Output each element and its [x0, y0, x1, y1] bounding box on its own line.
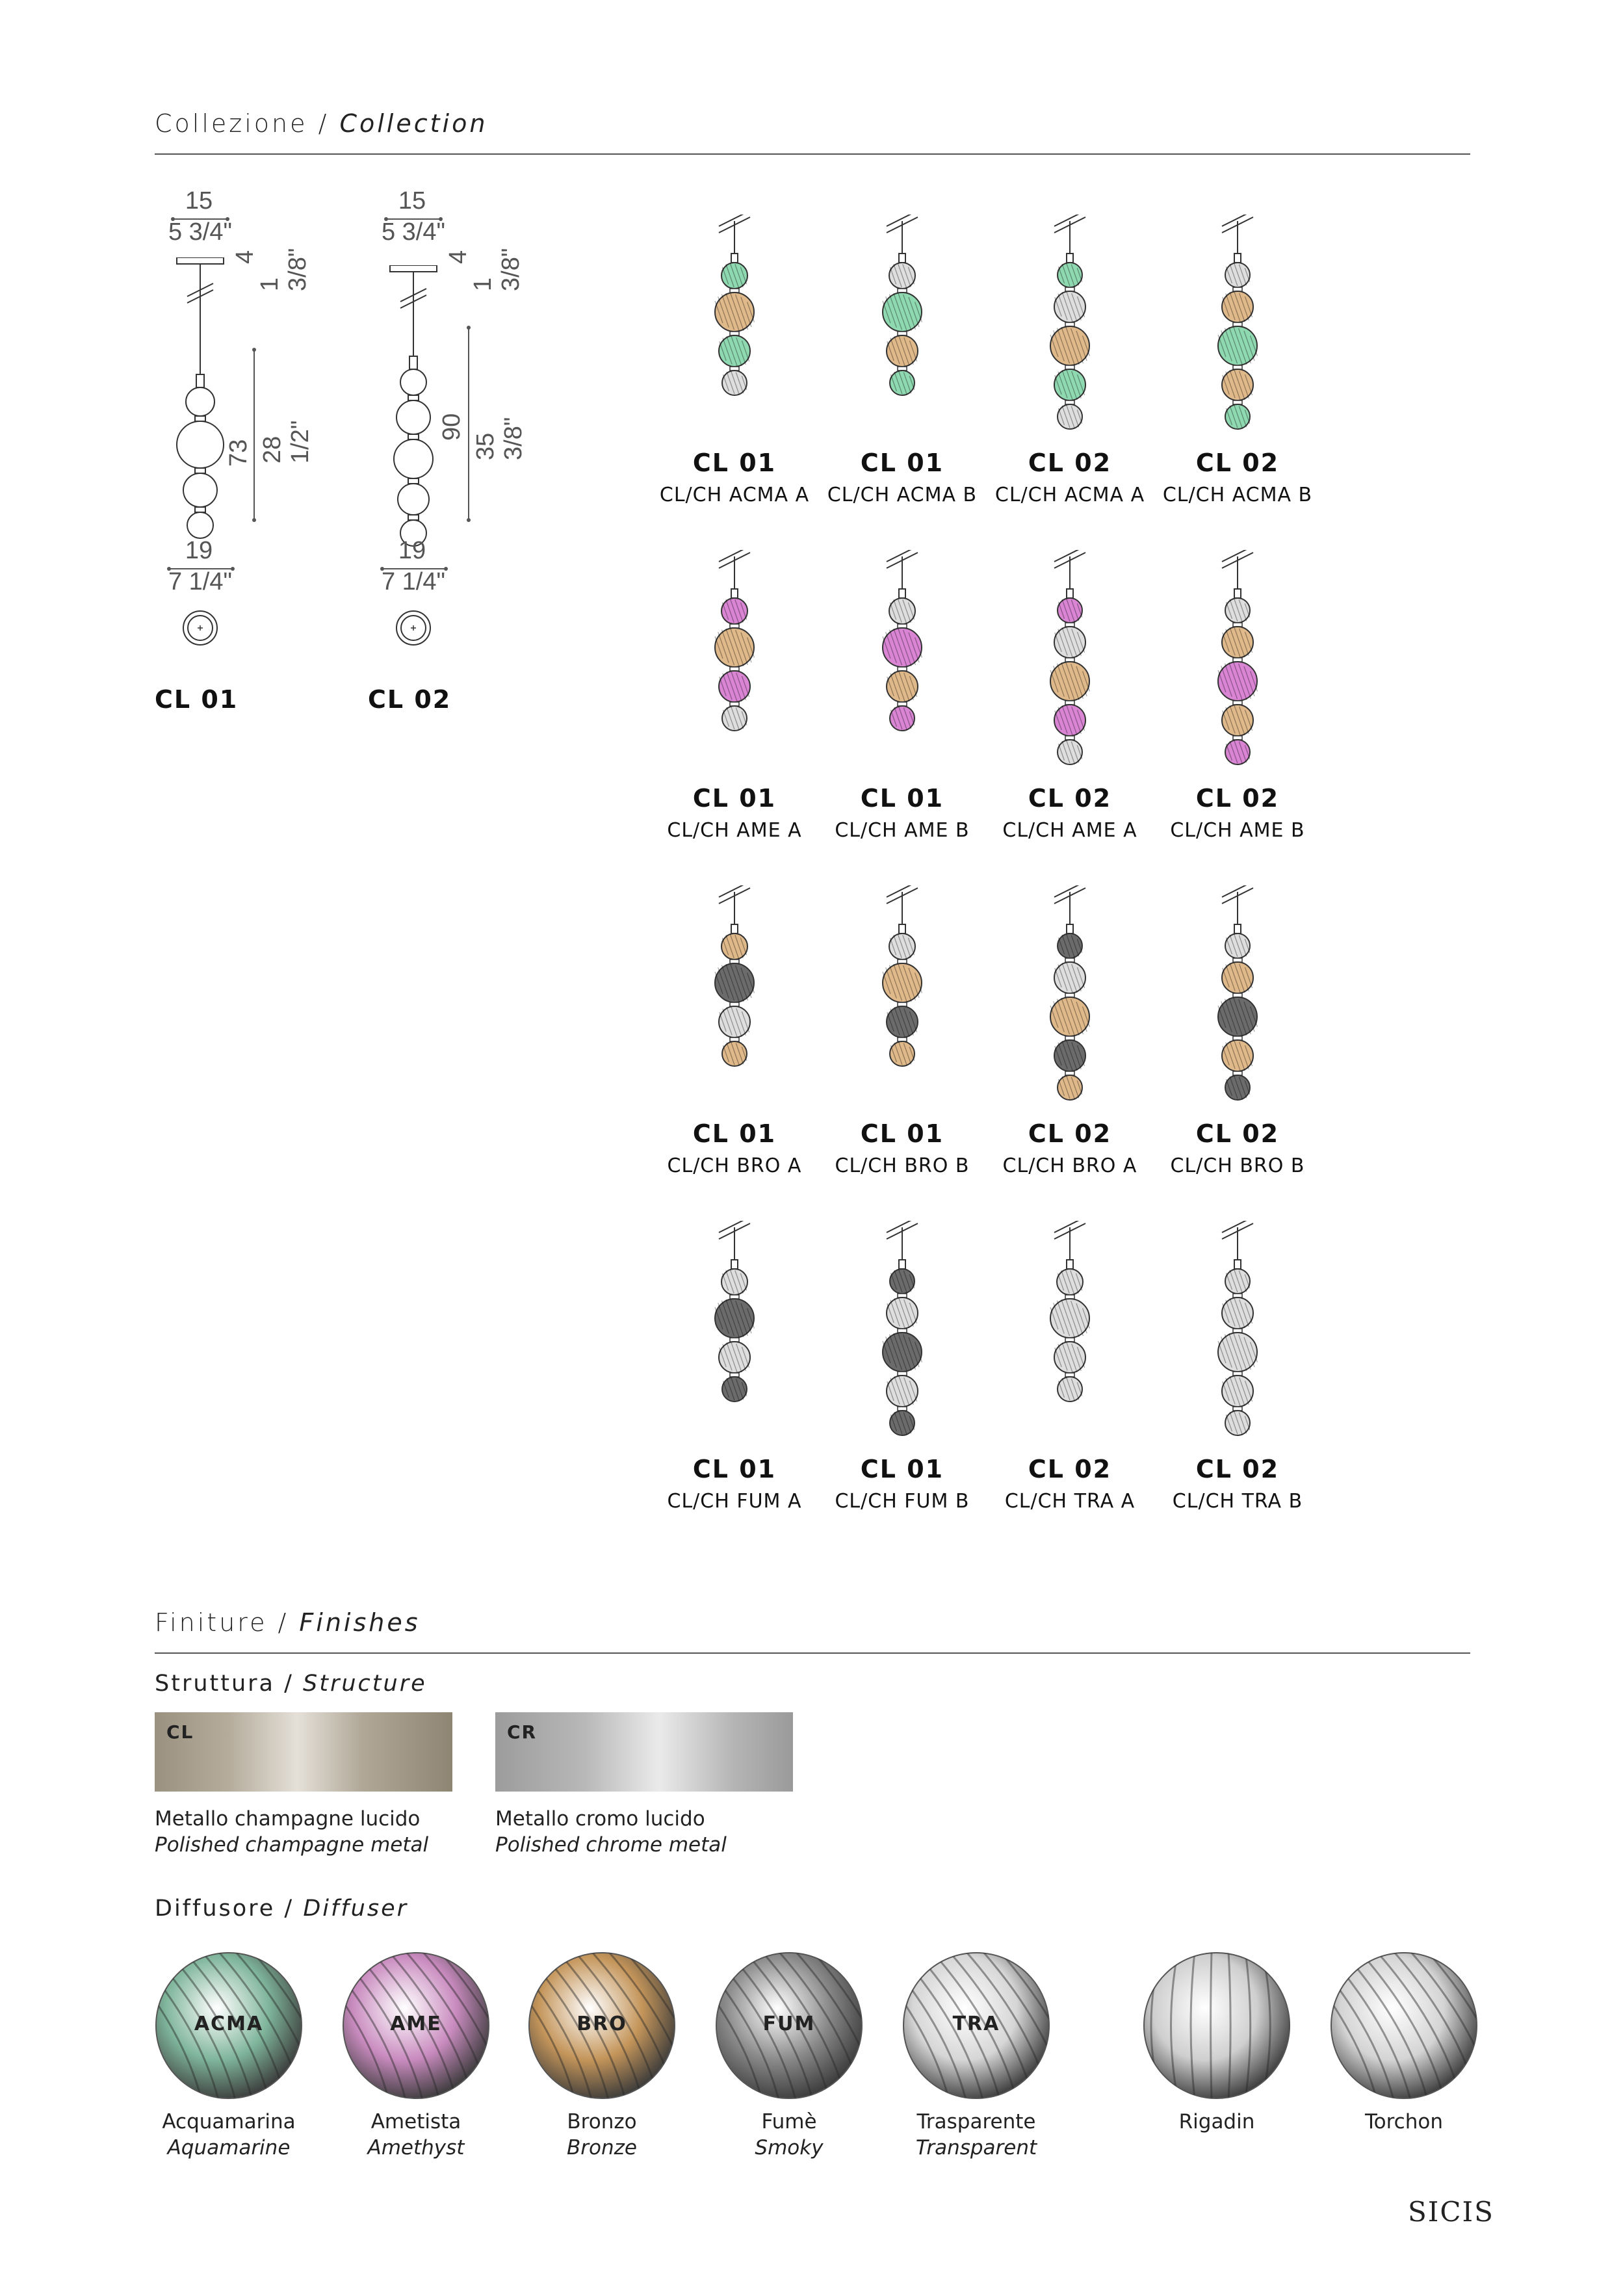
- width-in: 5 3/4": [381, 218, 445, 246]
- diffuser-name-en: Smoky: [755, 2136, 824, 2159]
- diffuser-name-en: Aquamarine: [167, 2136, 291, 2159]
- swatch-code: CL: [166, 1721, 194, 1743]
- diffuser-name-it: Ametista: [370, 2110, 461, 2133]
- canopy-in: 1 3/8": [256, 248, 311, 291]
- variant-name: CL/CH FUM A: [667, 1490, 802, 1513]
- variant-code: CL 01: [860, 1455, 944, 1483]
- variant-name: CL/CH AME B: [835, 819, 970, 842]
- diffuser-code: ACMA: [194, 2013, 264, 2035]
- variant-code: CL 02: [1028, 1455, 1112, 1483]
- structure-name-it: Metallo champagne lucido: [155, 1807, 421, 1831]
- variant-name: CL/CH BRO A: [1002, 1155, 1137, 1177]
- variant-code: CL 02: [1028, 784, 1112, 813]
- variant-code: CL 02: [1028, 449, 1112, 477]
- globe-body: [1144, 1953, 1290, 2098]
- diffuser-swatch[interactable]: [318, 1949, 513, 2170]
- variant-name: CL/CH BRO B: [1170, 1155, 1305, 1177]
- texture-sample[interactable]: [1119, 1949, 1314, 2170]
- globe-illustration: [1306, 1949, 1501, 2105]
- diffuser-swatch[interactable]: [692, 1949, 887, 2170]
- variant-name: CL/CH TRA A: [1004, 1490, 1136, 1513]
- diffuser-swatch[interactable]: [131, 1949, 326, 2170]
- variant-name: CL/CH ACMA A: [994, 484, 1145, 506]
- variant-code: CL 02: [1195, 1119, 1280, 1148]
- variant-code: CL 02: [1028, 1119, 1112, 1148]
- variant-name: CL/CH ACMA B: [1162, 484, 1313, 506]
- drawing-model-label: CL 02: [368, 685, 452, 714]
- variant-name: CL/CH AME A: [1002, 819, 1137, 842]
- canopy-in: 1 3/8": [469, 248, 525, 291]
- variant-code: CL 02: [1195, 449, 1280, 477]
- structure-name-it: Metallo cromo lucido: [495, 1807, 705, 1831]
- variant-code: CL 01: [860, 449, 944, 477]
- height-cm: 90: [438, 413, 465, 441]
- variant-name: CL/CH AME B: [1170, 819, 1305, 842]
- diffuser-name-en: Transparent: [915, 2136, 1037, 2159]
- finishes-title: Finiture / Finishes: [155, 1608, 421, 1637]
- brand-logo: SICIS: [1408, 2196, 1494, 2228]
- canopy-cm: 4: [231, 250, 259, 264]
- width-cm: 15: [398, 187, 426, 215]
- width-in: 5 3/4": [168, 218, 232, 246]
- texture-name: Torchon: [1364, 2110, 1443, 2133]
- variant-name: CL/CH AME A: [667, 819, 802, 842]
- globe-illustration: [1119, 1949, 1314, 2105]
- diffuser-name-it: Trasparente: [916, 2110, 1036, 2133]
- variant-code: CL 01: [692, 1455, 777, 1483]
- variant-name: CL/CH FUM B: [835, 1490, 970, 1513]
- diffuser-title: Diffusore / Diffuser: [155, 1896, 409, 1922]
- diffuser-code: TRA: [952, 2013, 1000, 2035]
- collection-title: Collezione / Collection: [155, 109, 488, 138]
- variant-code: CL 02: [1195, 1455, 1280, 1483]
- canopy-cm: 4: [445, 250, 472, 264]
- variant-code: CL 01: [692, 449, 777, 477]
- diffuser-name-en: Bronze: [567, 2136, 637, 2159]
- variant-code: CL 01: [692, 1119, 777, 1148]
- texture-name: Rigadin: [1178, 2110, 1255, 2133]
- base-in: 7 1/4": [168, 568, 232, 595]
- variant-code: CL 01: [860, 1119, 944, 1148]
- base-cm: 19: [185, 537, 213, 564]
- diffuser-name-it: Bronzo: [567, 2110, 637, 2133]
- diffuser-code: BRO: [577, 2013, 627, 2035]
- diffuser-swatch[interactable]: [504, 1949, 699, 2170]
- diffuser-name-en: Amethyst: [367, 2136, 465, 2159]
- structure-title: Struttura / Structure: [155, 1671, 427, 1697]
- width-cm: 15: [185, 187, 213, 215]
- diffuser-name-it: Acquamarina: [162, 2110, 296, 2133]
- variant-code: CL 01: [860, 784, 944, 813]
- diffuser-code: AME: [390, 2013, 442, 2035]
- height-cm: 73: [225, 439, 252, 467]
- variant-name: CL/CH ACMA A: [659, 484, 810, 506]
- variant-code: CL 02: [1195, 784, 1280, 813]
- base-cm: 19: [398, 537, 426, 564]
- variant-name: CL/CH ACMA B: [827, 484, 978, 506]
- variant-name: CL/CH BRO B: [835, 1155, 970, 1177]
- variant-name: CL/CH BRO A: [667, 1155, 802, 1177]
- swatch-code: CR: [507, 1721, 538, 1743]
- diffuser-code: FUM: [762, 2013, 816, 2035]
- diffuser-name-it: Fumè: [761, 2110, 817, 2133]
- drawing-model-label: CL 01: [155, 685, 239, 714]
- structure-name-en: Polished chrome metal: [495, 1833, 727, 1857]
- variant-code: CL 01: [692, 784, 777, 813]
- diffuser-swatch[interactable]: [879, 1949, 1074, 2170]
- variant-name: CL/CH TRA B: [1172, 1490, 1303, 1513]
- height-in: 28 1/2": [259, 420, 314, 463]
- base-in: 7 1/4": [381, 568, 445, 595]
- structure-name-en: Polished champagne metal: [155, 1833, 429, 1857]
- texture-sample[interactable]: [1306, 1949, 1501, 2170]
- height-in: 35 3/8": [472, 417, 527, 460]
